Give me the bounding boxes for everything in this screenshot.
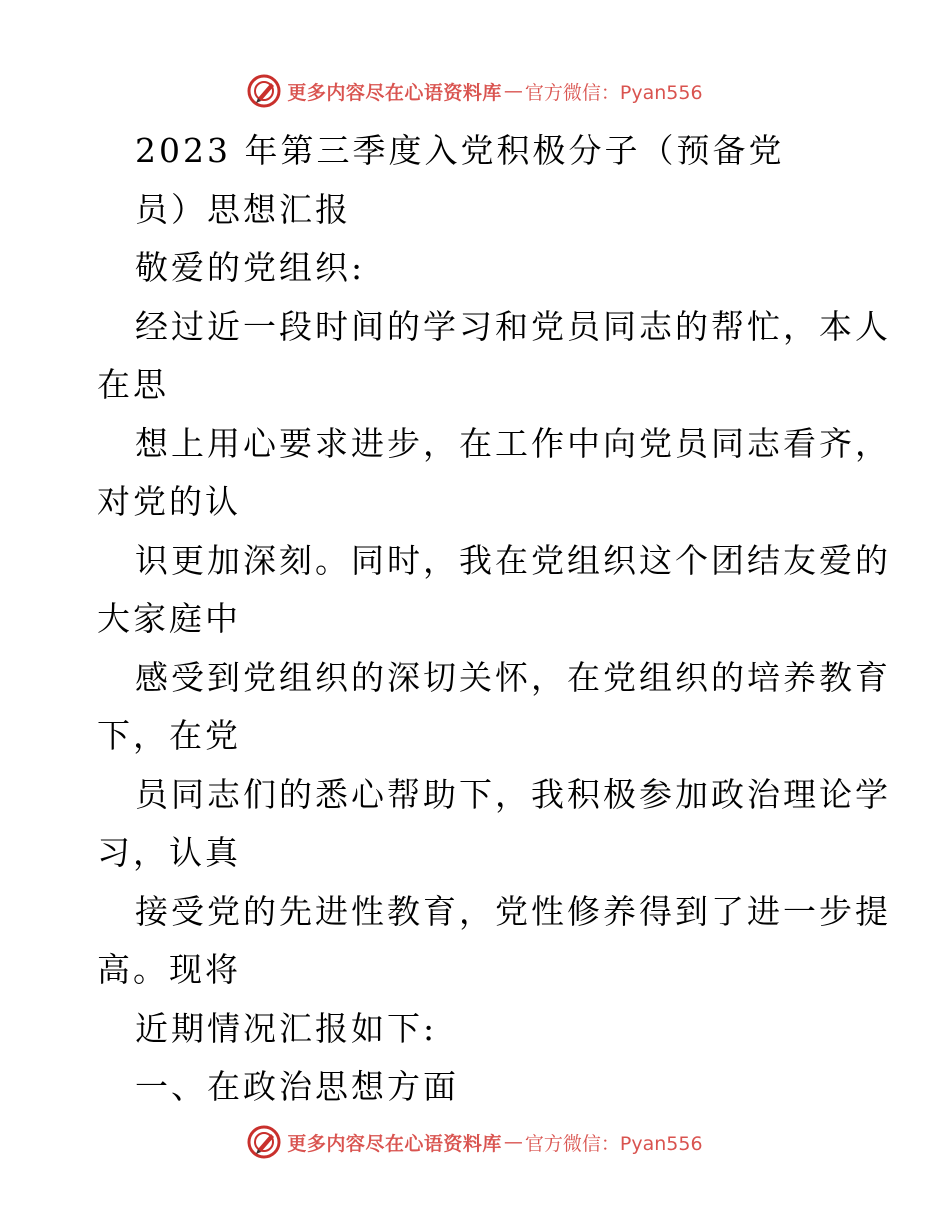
text-line: 识更加深刻。同时，我在党组织这个团结友爱的 bbox=[135, 540, 891, 580]
text-line: 近期情况汇报如下: bbox=[135, 1008, 438, 1048]
text-line: 员同志们的悉心帮助下，我积极参加政治理论学 bbox=[135, 774, 891, 814]
text-line: 下，在党 bbox=[97, 716, 241, 755]
text-line: 感受到党组织的深切关怀，在党组织的培养教育 bbox=[135, 657, 891, 697]
text-line: 经过近一段时间的学习和党员同志的帮忙，本人 bbox=[135, 306, 891, 346]
watermark-footer bbox=[0, 1125, 950, 1159]
watermark-text: 更多内容尽在心语资料库 bbox=[287, 81, 502, 104]
text-line: 一、在政治思想方面 bbox=[135, 1067, 459, 1106]
text-line: 对党的认 bbox=[97, 482, 241, 521]
text-line: 2023 年第三季度入党积极分子（预备党 bbox=[135, 131, 785, 170]
text-line: 敬爱的党组织: bbox=[135, 248, 366, 287]
logo-icon bbox=[247, 74, 281, 108]
text-line: 大家庭中 bbox=[97, 599, 241, 638]
logo-icon bbox=[247, 1125, 281, 1159]
text-line: 在思 bbox=[97, 365, 169, 404]
watermark-dash: — bbox=[503, 1131, 523, 1153]
text-line: 想上用心要求进步，在工作中向党员同志看齐， bbox=[135, 423, 891, 463]
text-line: 高。现将 bbox=[97, 950, 241, 989]
watermark-text: 更多内容尽在心语资料库 bbox=[287, 1132, 502, 1155]
watermark-header bbox=[0, 74, 950, 108]
watermark-contact: 官方微信：Pyan556 bbox=[524, 81, 703, 104]
watermark-dash: — bbox=[503, 80, 523, 102]
text-line: 接受党的先进性教育，党性修养得到了进一步提 bbox=[135, 891, 891, 931]
text-line: 习，认真 bbox=[97, 833, 241, 872]
watermark-contact: 官方微信：Pyan556 bbox=[524, 1132, 703, 1155]
document-body bbox=[97, 122, 891, 1117]
text-line: 员）思想汇报 bbox=[135, 189, 351, 229]
